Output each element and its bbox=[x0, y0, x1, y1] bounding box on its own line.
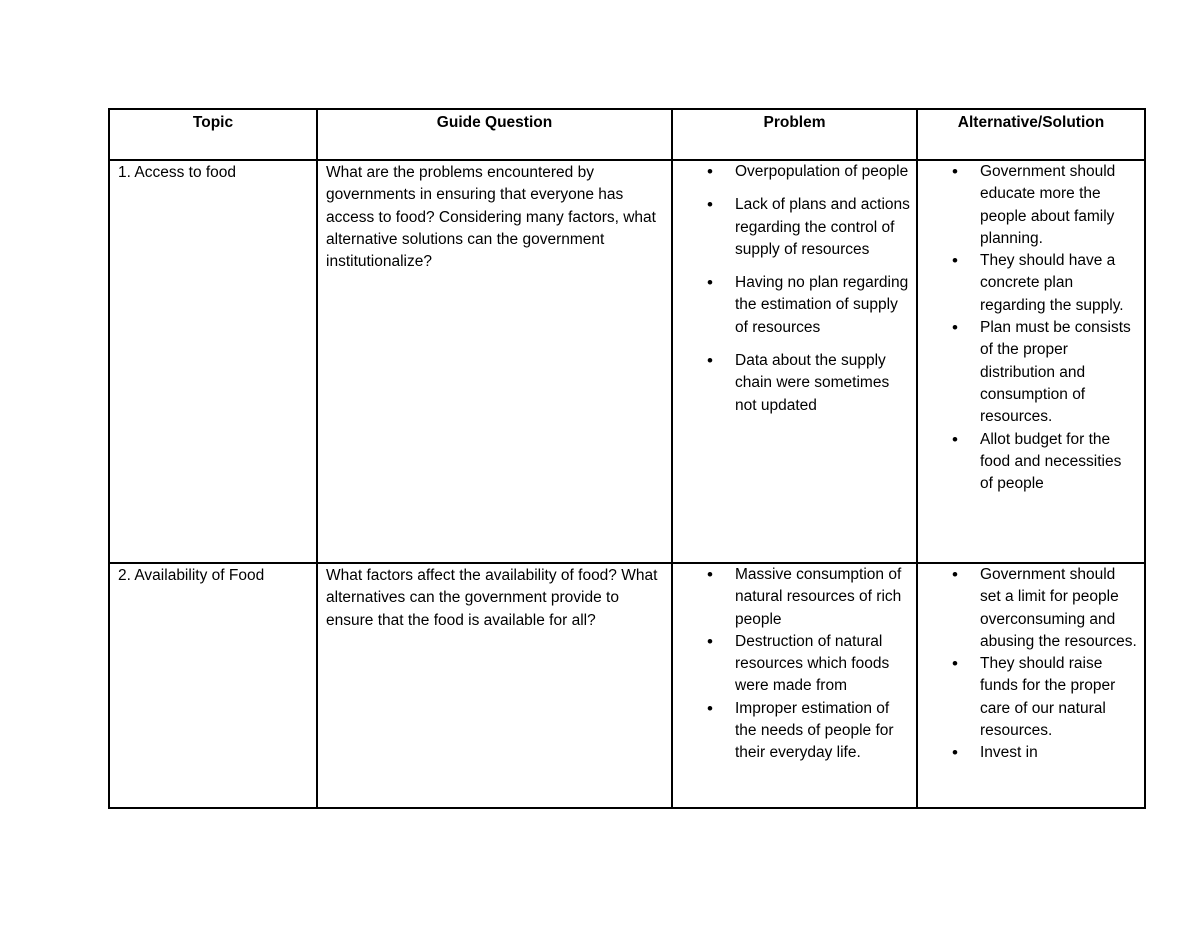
guide-question-cell: What are the problems encountered by governments in ensuring that everyone has access to food? Considering many factors, what alternative solutions can the government institutionalize? bbox=[317, 160, 672, 563]
problem-cell bbox=[672, 160, 917, 563]
header-problem: Problem bbox=[672, 109, 917, 160]
list-item: • Government should set a limit for people overconsuming and abusing the resources. bbox=[918, 564, 1144, 653]
list-item: • Destruction of natural resources which foods were made from bbox=[673, 631, 916, 698]
header-topic: Topic bbox=[109, 109, 317, 160]
list-item: • Improper estimation of the needs of people for their everyday life. bbox=[673, 698, 916, 765]
solution-cell bbox=[917, 160, 1145, 563]
food-security-table bbox=[108, 108, 1146, 809]
list-item: • They should raise funds for the proper care of our natural resources. bbox=[918, 653, 1144, 742]
header-alternative-solution: Alternative/Solution bbox=[917, 109, 1145, 160]
problem-cell bbox=[672, 563, 917, 808]
list-item: • Having no plan regarding the estimation of supply of resources bbox=[673, 272, 916, 339]
list-item: • Lack of plans and actions regarding the control of supply of resources bbox=[673, 194, 916, 261]
problem-list bbox=[673, 161, 916, 417]
list-item: • Data about the supply chain were sometimes not updated bbox=[673, 350, 916, 417]
problem-list bbox=[673, 564, 916, 765]
list-item: • Allot budget for the food and necessities of people bbox=[918, 429, 1144, 496]
guide-question-cell: What factors affect the availability of food? What alternatives can the government provide to ensure that the food is available for all? bbox=[317, 563, 672, 808]
topic-cell: 2. Availability of Food bbox=[109, 563, 317, 808]
list-item: • They should have a concrete plan regarding the supply. bbox=[918, 250, 1144, 317]
list-item: • Plan must be consists of the proper distribution and consumption of resources. bbox=[918, 317, 1144, 428]
list-item: • Massive consumption of natural resources of rich people bbox=[673, 564, 916, 631]
topic-cell: 1. Access to food bbox=[109, 160, 317, 563]
list-item: • Overpopulation of people bbox=[673, 161, 916, 183]
header-guide-question: Guide Question bbox=[317, 109, 672, 160]
solution-list bbox=[918, 161, 1144, 495]
list-item: • Government should educate more the people about family planning. bbox=[918, 161, 1144, 250]
solution-cell bbox=[917, 563, 1145, 808]
list-item: • Invest in bbox=[918, 742, 1144, 764]
header-row bbox=[109, 109, 1145, 160]
solution-list bbox=[918, 564, 1144, 765]
table-row bbox=[109, 160, 1145, 563]
table-row bbox=[109, 563, 1145, 808]
